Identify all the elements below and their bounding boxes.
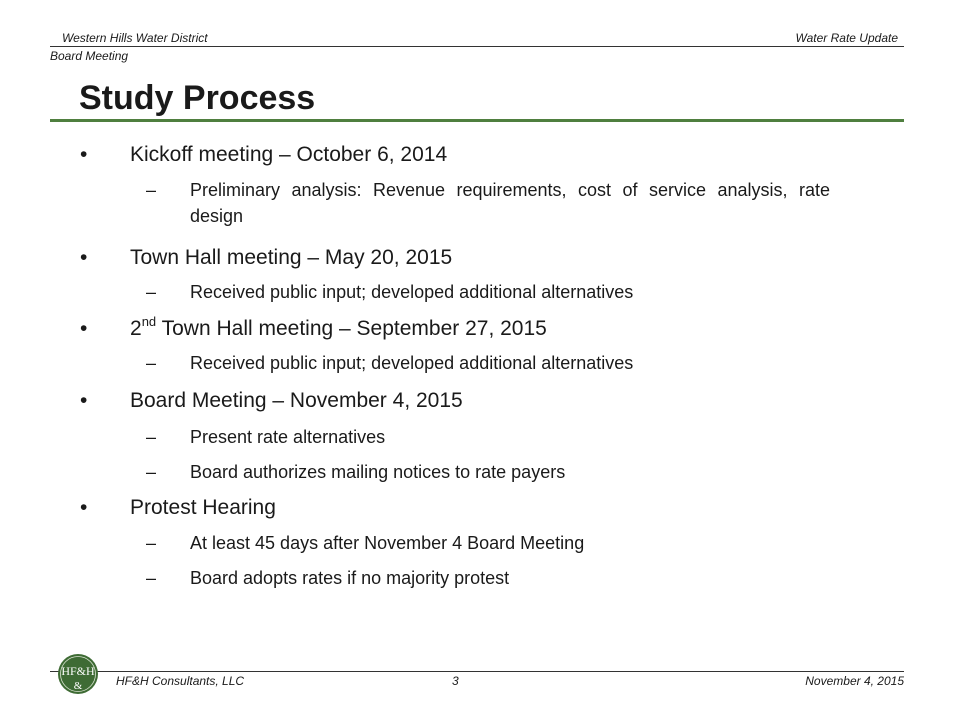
ordinal-number: 2 — [130, 317, 142, 340]
header-subtitle: Board Meeting — [50, 49, 129, 63]
bullet-text: Kickoff meeting – October 6, 2014 — [130, 143, 448, 166]
bullet-text: Board Meeting – November 4, 2015 — [130, 389, 463, 412]
logo-letters: HF&H — [61, 664, 95, 678]
slide-title: Study Process — [79, 79, 316, 117]
bullet-text: Protest Hearing — [130, 496, 276, 519]
sub-bullet-text: Received public input; developed additional alternatives — [190, 353, 634, 373]
sub-bullet-marker: – — [146, 427, 157, 447]
sub-bullet-marker: – — [146, 462, 157, 482]
ordinal-suffix: nd — [141, 314, 157, 329]
footer-date: November 4, 2015 — [805, 674, 904, 688]
bullet-text — [130, 316, 547, 342]
page-number: 3 — [452, 674, 459, 688]
sub-bullet-marker: – — [146, 353, 157, 373]
sub-bullet-text: Received public input; developed additional alternatives — [190, 282, 634, 302]
footer-divider — [50, 671, 904, 672]
bullet-text: Town Hall meeting – May 20, 2015 — [130, 246, 453, 269]
footer-company: HF&H Consultants, LLC — [116, 674, 245, 688]
bullet-marker: • — [80, 317, 88, 340]
sub-bullet-marker: – — [146, 282, 157, 302]
header-topic: Water Rate Update — [795, 31, 898, 45]
sub-bullet-marker: – — [146, 568, 157, 588]
bullet-marker: • — [80, 143, 88, 166]
sub-bullet-marker: – — [146, 180, 157, 200]
bullet-marker: • — [80, 496, 88, 519]
sub-bullet-marker: – — [146, 533, 157, 553]
logo-ampersand: & — [73, 680, 83, 692]
sub-bullet-text: Present rate alternatives — [190, 427, 386, 447]
bullet-marker: • — [80, 246, 88, 269]
hfh-logo — [57, 653, 99, 695]
header-organization: Western Hills Water District — [62, 31, 208, 45]
sub-bullet-text: Board authorizes mailing notices to rate payers — [190, 462, 566, 482]
sub-bullet-text: Preliminary analysis: Revenue requirements, cost of service analysis, rate design — [190, 180, 830, 226]
bullet-marker: • — [80, 389, 88, 412]
bullet-text-rest: Town Hall meeting – September 27, 2015 — [156, 317, 547, 340]
sub-bullet-text: Board adopts rates if no majority protest — [190, 568, 510, 588]
sub-bullet-text: At least 45 days after November 4 Board Meeting — [190, 533, 585, 553]
